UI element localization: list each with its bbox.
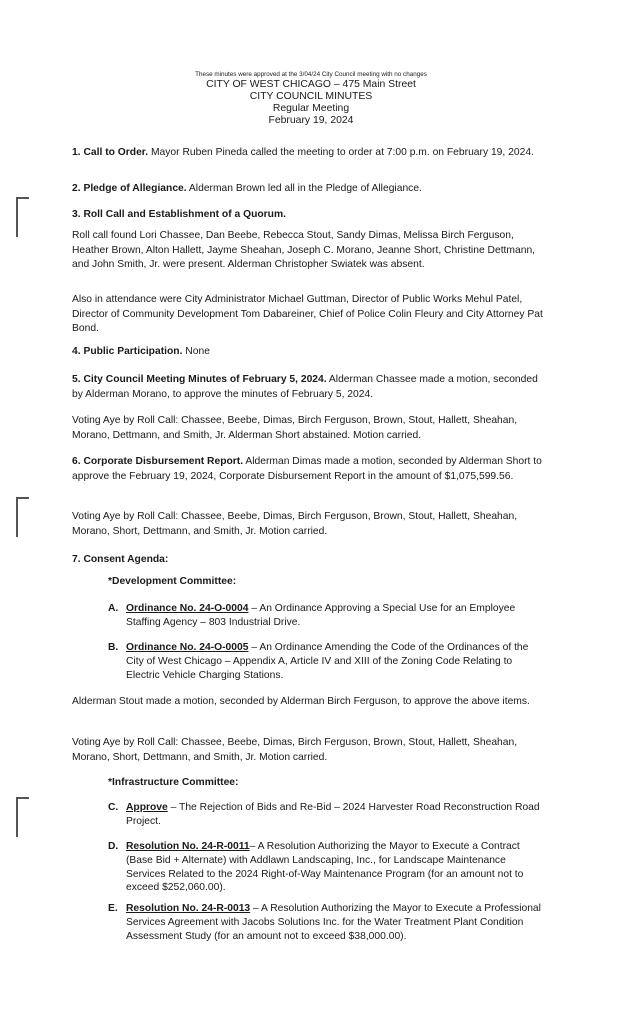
- item-text: – A Resolution Authorizing the Mayor to Execute a Contract (Base Bid + Alternate) with Addlawn Landscaping, Inc., for Landscape Maintenance Services Related to the 2024 Right-of-Way Maintenance Program (for an amount not to exceed $252,060.00).: [126, 841, 524, 894]
- meeting-date: February 19, 2024: [268, 115, 354, 126]
- section-meeting-minutes: [72, 373, 548, 402]
- agenda-item-b: [108, 641, 548, 682]
- section-heading: 1. Call to Order.: [72, 147, 149, 158]
- development-committee-heading: *Development Committee:: [108, 576, 237, 587]
- approve-link: Approve: [126, 802, 168, 813]
- section-text: Alderman Chassee made a motion, seconded by Alderman Morano, to approve the minutes of February 5, 2024.: [72, 374, 538, 400]
- document-title: CITY COUNCIL MINUTES: [249, 91, 373, 102]
- vote-record: Voting Aye by Roll Call: Chassee, Beebe, Dimas, Birch Ferguson, Brown, Stout, Hallett, Sheahan, Morano, Dettmann, and Smith, Jr. Alderman Short abstained. Motion carried.: [72, 415, 518, 441]
- section-heading: 3. Roll Call and Establishment of a Quorum.: [72, 209, 286, 220]
- section-heading: 2. Pledge of Allegiance.: [72, 183, 187, 194]
- approval-note: These minutes were approved at the 3/04/24 City Council meeting with no changes: [195, 71, 427, 78]
- item-letter: C.: [108, 802, 119, 813]
- section-heading: 7. Consent Agenda:: [72, 554, 169, 565]
- infrastructure-committee-heading: *Infrastructure Committee:: [108, 777, 239, 788]
- ordinance-link: Ordinance No. 24-O-0004: [126, 603, 249, 614]
- binder-mark: [16, 197, 29, 237]
- item-text: – The Rejection of Bids and Re-Bid – 2024 Harvester Road Reconstruction Road Project.: [126, 802, 540, 827]
- item-letter: B.: [108, 642, 119, 653]
- agenda-item-a: [108, 602, 548, 630]
- roll-call-paragraph: Roll call found Lori Chassee, Dan Beebe, Rebecca Stout, Sandy Dimas, Melissa Birch Ferguson, Heather Brown, Alton Hallett, Jayme Sheahan, Joseph C. Morano, Jeanne Short, Christine Dettmann, and John Smith, Jr. were present. Alderman Christopher Swiatek was absent.: [72, 230, 536, 270]
- section-text: Alderman Brown led all in the Pledge of Allegiance.: [186, 183, 422, 194]
- section-text: None: [182, 346, 210, 357]
- item-text: – An Ordinance Approving a Special Use for an Employee Staffing Agency – 803 Industrial Drive.: [126, 603, 516, 628]
- item-letter: D.: [108, 841, 119, 852]
- item-text: – A Resolution Authorizing the Mayor to Execute a Professional Services Agreement with Jacobs Solutions Inc. for the Water Treatment Plant Condition Assessment Study (for an amount not to exceed $38,000.00).: [126, 903, 541, 942]
- section-consent-agenda: [72, 553, 548, 568]
- section-disbursement: [72, 455, 548, 484]
- binder-mark: [16, 497, 29, 537]
- section-call-to-order: [72, 146, 548, 161]
- section-heading: 6. Corporate Disbursement Report.: [72, 456, 244, 467]
- section-heading: 5. City Council Meeting Minutes of February 5, 2024.: [72, 374, 327, 385]
- ordinance-link: Ordinance No. 24-O-0005: [126, 642, 249, 653]
- agenda-item-e: [108, 902, 548, 943]
- section-heading: 4. Public Participation.: [72, 346, 183, 357]
- section-pledge: [72, 182, 548, 197]
- section-public-participation: [72, 345, 548, 360]
- document-header: [0, 71, 622, 127]
- consent-motion: Alderman Stout made a motion, seconded by Alderman Birch Ferguson, to approve the above items.: [72, 696, 530, 707]
- resolution-link: Resolution No. 24-R-0013: [126, 903, 251, 914]
- meeting-type: Regular Meeting: [272, 103, 350, 114]
- attendance-paragraph: Also in attendance were City Administrator Michael Guttman, Director of Public Works Mehul Patel, Director of Community Development Tom Dabareiner, Chief of Police Colin Fleury and City Attorney Pat Bond.: [72, 294, 543, 334]
- item-text: – An Ordinance Amending the Code of the Ordinances of the City of West Chicago – Appendix A, Article IV and XIII of the Zoning Code Relating to Electric Vehicle Charging Stations.: [126, 642, 529, 681]
- item-letter: A.: [108, 603, 119, 614]
- section-roll-call-heading: [72, 208, 548, 223]
- section-text: Alderman Dimas made a motion, seconded by Alderman Short to approve the February 19, 2024, Corporate Disbursement Report in the amount of $1,075,599.56.: [72, 456, 542, 482]
- agenda-item-d: [108, 840, 548, 895]
- vote-record: Voting Aye by Roll Call: Chassee, Beebe, Dimas, Birch Ferguson, Brown, Stout, Hallett, Sheahan, Morano, Short, Dettmann, and Smith, Jr. Motion carried.: [72, 737, 518, 763]
- agenda-item-c: [108, 801, 548, 829]
- city-address: CITY OF WEST CHICAGO – 475 Main Street: [206, 79, 416, 90]
- resolution-link: Resolution No. 24-R-0011: [126, 841, 250, 852]
- binder-mark: [16, 797, 29, 837]
- section-text: Mayor Ruben Pineda called the meeting to order at 7:00 p.m. on February 19, 2024.: [148, 147, 534, 158]
- item-letter: E.: [108, 903, 118, 914]
- vote-record: Voting Aye by Roll Call: Chassee, Beebe, Dimas, Birch Ferguson, Brown, Stout, Hallett, Sheahan, Morano, Short, Dettmann, and Smith, Jr. Motion carried.: [72, 511, 518, 537]
